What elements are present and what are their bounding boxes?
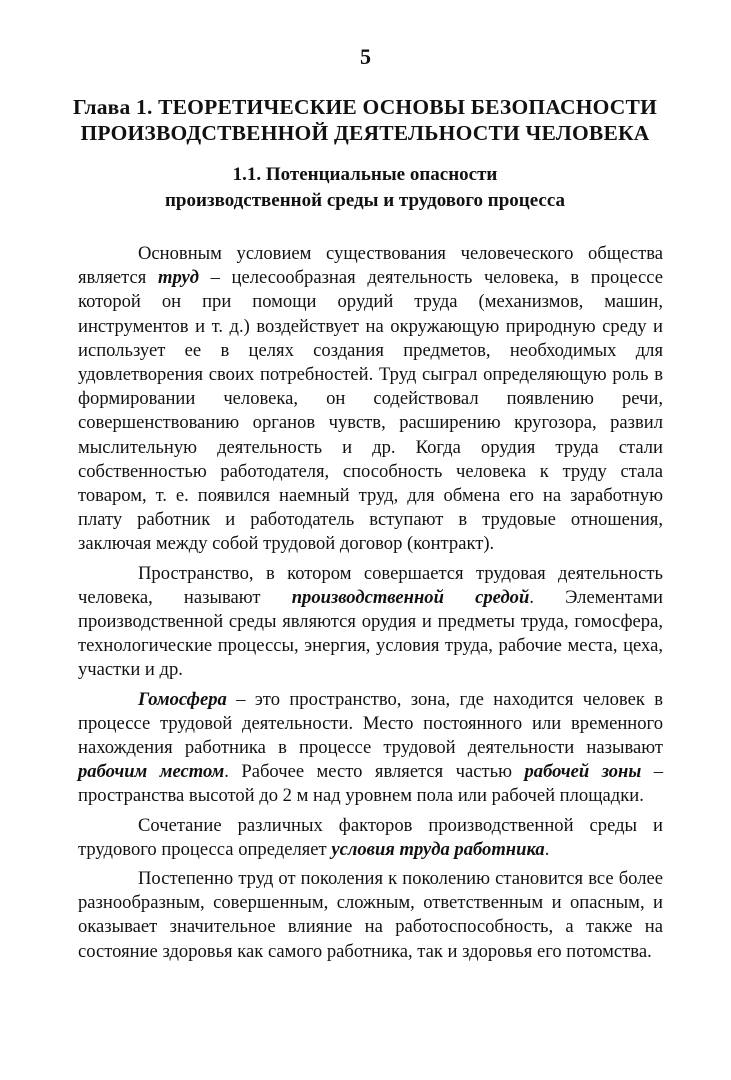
term-labor: труд xyxy=(157,267,199,289)
paragraph-text: . xyxy=(544,838,550,860)
chapter-title-line-2: ПРОИЗВОДСТВЕННОЙ ДЕЯТЕЛЬНОСТИ ЧЕЛОВЕКА xyxy=(80,121,650,145)
term-homosphere: Гомосфера xyxy=(138,688,227,710)
paragraph-labor-evolution xyxy=(78,867,663,964)
paragraph-labor xyxy=(78,242,663,557)
paragraph-text: Сочетание различных факторов производственной среды и трудового процесса определяет xyxy=(78,814,663,860)
term-working-conditions: условия труда работника xyxy=(331,838,545,860)
chapter-title-line-1: Глава 1. ТЕОРЕТИЧЕСКИЕ ОСНОВЫ БЕЗОПАСНОСТИ xyxy=(73,95,657,119)
paragraph-production-environment xyxy=(78,562,663,683)
paragraph-text: Постепенно труд от поколения к поколению становится все более разнообразным, совершенным, сложным, ответственным и опасным, и оказывает значительное влияние на работоспособность, а также на состояние здоровья как самого работника, так и здоровья его потомства. xyxy=(78,868,663,962)
section-title-line-2: производственной среды и трудового процесса xyxy=(164,190,565,211)
paragraph-text: – пространства высотой до 2 м над уровнем пола или рабочей площадки. xyxy=(78,761,663,807)
term-production-environment: производственной средой xyxy=(291,586,530,608)
term-workplace: рабочим местом xyxy=(78,761,225,783)
paragraph-text: Основным условием существования человеческого общества является xyxy=(78,243,663,289)
paragraph-text: . Элементами производственной среды являются орудия и предметы труда, гомосфера, технологические процессы, энергия, условия труда, рабочие места, цеха, участки и др. xyxy=(78,586,663,681)
body-text xyxy=(78,242,663,969)
paragraph-text: Пространство, в котором совершается трудовая деятельность человека, называют xyxy=(78,562,663,608)
paragraph-homosphere xyxy=(78,688,663,809)
section-title xyxy=(100,162,630,214)
chapter-title xyxy=(70,94,660,146)
term-work-zone: рабочей зоны xyxy=(524,761,642,783)
page-number: 5 xyxy=(360,44,371,69)
paragraph-working-conditions xyxy=(78,814,663,862)
paragraph-text: – это пространство, зона, где находится человек в процессе трудовой деятельности. Место постоянного или временного нахождения работника в процессе трудовой деятельности называют xyxy=(78,688,663,759)
section-title-line-1: 1.1. Потенциальные опасности xyxy=(232,164,498,185)
paragraph-text: – целесообразная деятельность человека, в процессе которой он при помощи орудий труда (механизмов, машин, инструментов и т. д.) воздействует на окружающую природную среду и использует ее в целях создания предметов, необходимых для удовлетворения своих потребностей. Труд сыграл определяющую роль в формировании человека, он содействовал появлению речи, совершенствованию органов чувств, расширению кругозора, развил мыслительную деятельность и др. Когда орудия труда стали собственностью работодателя, способность человека к труду стала товаром, т. е. появился наемный труд, для обмена его на заработную плату работник и работодатель вступают в трудовые отношения, заключая между собой трудовой договор (контракт). xyxy=(78,267,663,555)
paragraph-text: . Рабочее место является частью xyxy=(224,761,525,783)
